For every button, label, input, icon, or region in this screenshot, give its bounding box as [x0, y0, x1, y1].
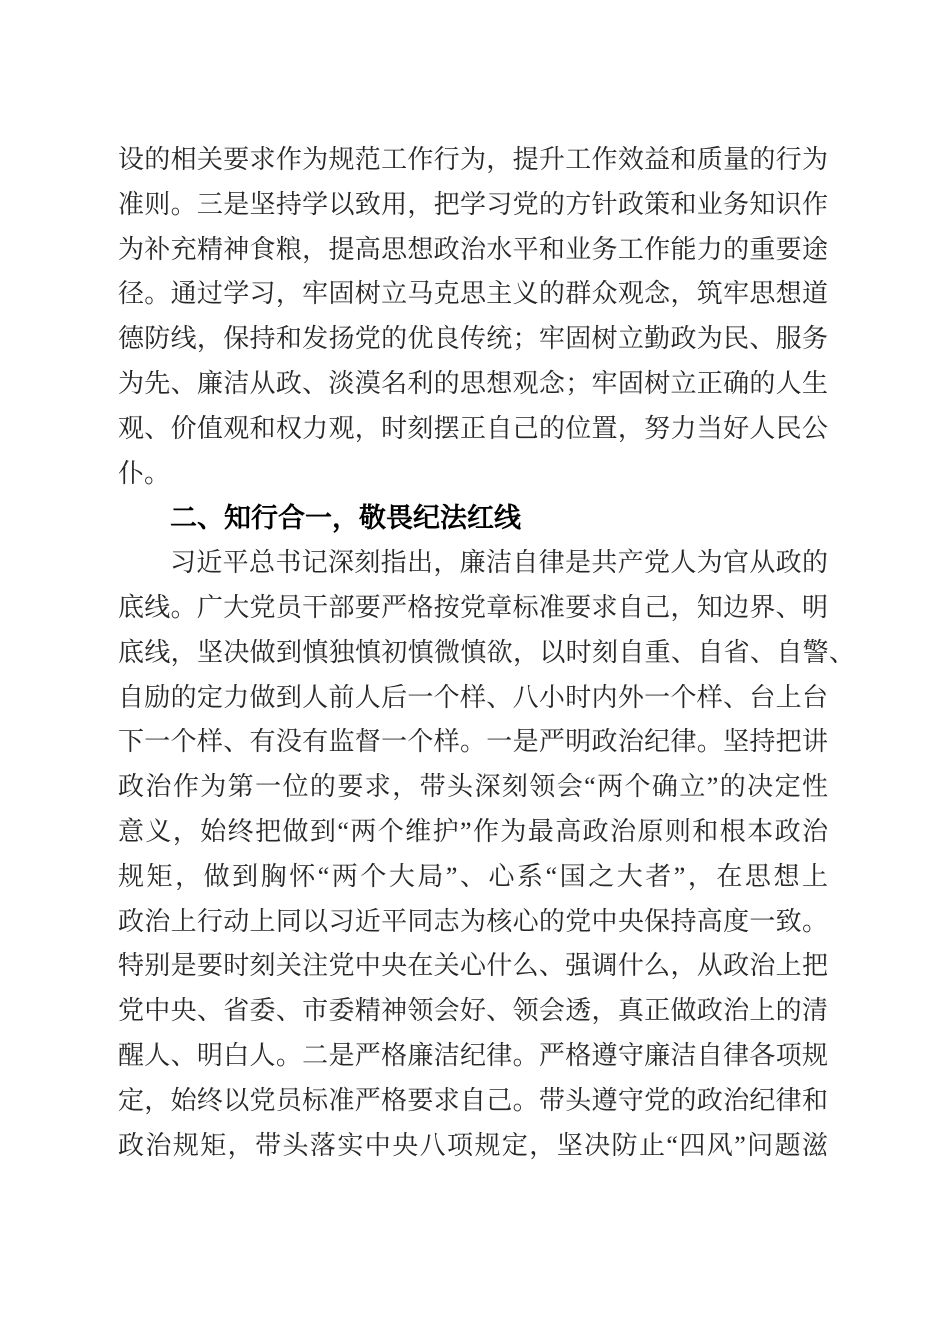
text-line: 德防线，保持和发扬党的优良传统；牢固树立勤政为民、服务	[118, 324, 828, 354]
text-line: 自励的定力做到人前人后一个样、八小时内外一个样、台上台	[118, 682, 828, 712]
text-line: 准则。三是坚持学以致用，把学习党的方针政策和业务知识作	[118, 189, 828, 219]
text-line: 政治作为第一位的要求，带头深刻领会“两个确立”的决定性	[118, 772, 828, 802]
text-line: 为补充精神食粮，提高思想政治水平和业务工作能力的重要途	[118, 234, 828, 264]
text-line: 醒人、明白人。二是严格廉洁纪律。严格遵守廉洁自律各项规	[118, 1040, 828, 1070]
text-line: 规矩，做到胸怀“两个大局”、心系“国之大者”，在思想上	[118, 861, 828, 891]
text-line: 党中央、省委、市委精神领会好、领会透，真正做政治上的清	[118, 996, 828, 1026]
text-line: 底线。广大党员干部要严格按党章标准要求自己，知边界、明	[118, 592, 828, 622]
text-line: 下一个样、有没有监督一个样。一是严明政治纪律。坚持把讲	[118, 727, 828, 757]
text-line: 为先、廉洁从政、淡漠名利的思想观念；牢固树立正确的人生	[118, 368, 828, 398]
text-line: 观、价值观和权力观，时刻摆正自己的位置，努力当好人民公	[118, 413, 828, 443]
section-heading: 二、知行合一，敬畏纪法红线	[170, 503, 521, 534]
text-line: 径。通过学习，牢固树立马克思主义的群众观念，筑牢思想道	[118, 279, 828, 309]
paragraph-first-line: 习近平总书记深刻指出，廉洁自律是共产党人为官从政的	[170, 548, 828, 578]
text-line: 定，始终以党员标准严格要求自己。带头遵守党的政治纪律和	[118, 1085, 828, 1115]
document-text-block	[118, 138, 855, 1168]
text-line: 设的相关要求作为规范工作行为，提升工作效益和质量的行为	[118, 145, 828, 174]
paragraph-last-line: 仆。	[118, 458, 171, 488]
text-line: 政治规矩，带头落实中央八项规定，坚决防止“四风”问题滋	[118, 1130, 828, 1160]
text-line: 意义，始终把做到“两个维护”作为最高政治原则和根本政治	[118, 816, 828, 846]
text-line-hanging-punctuation: 底线，坚决做到慎独慎初慎微慎欲，以时刻自重、自省、自警、	[118, 637, 855, 667]
text-line: 政治上行动上同以习近平同志为核心的党中央保持高度一致。	[118, 906, 828, 936]
text-line: 特别是要时刻关注党中央在关心什么、强调什么，从政治上把	[118, 951, 828, 981]
